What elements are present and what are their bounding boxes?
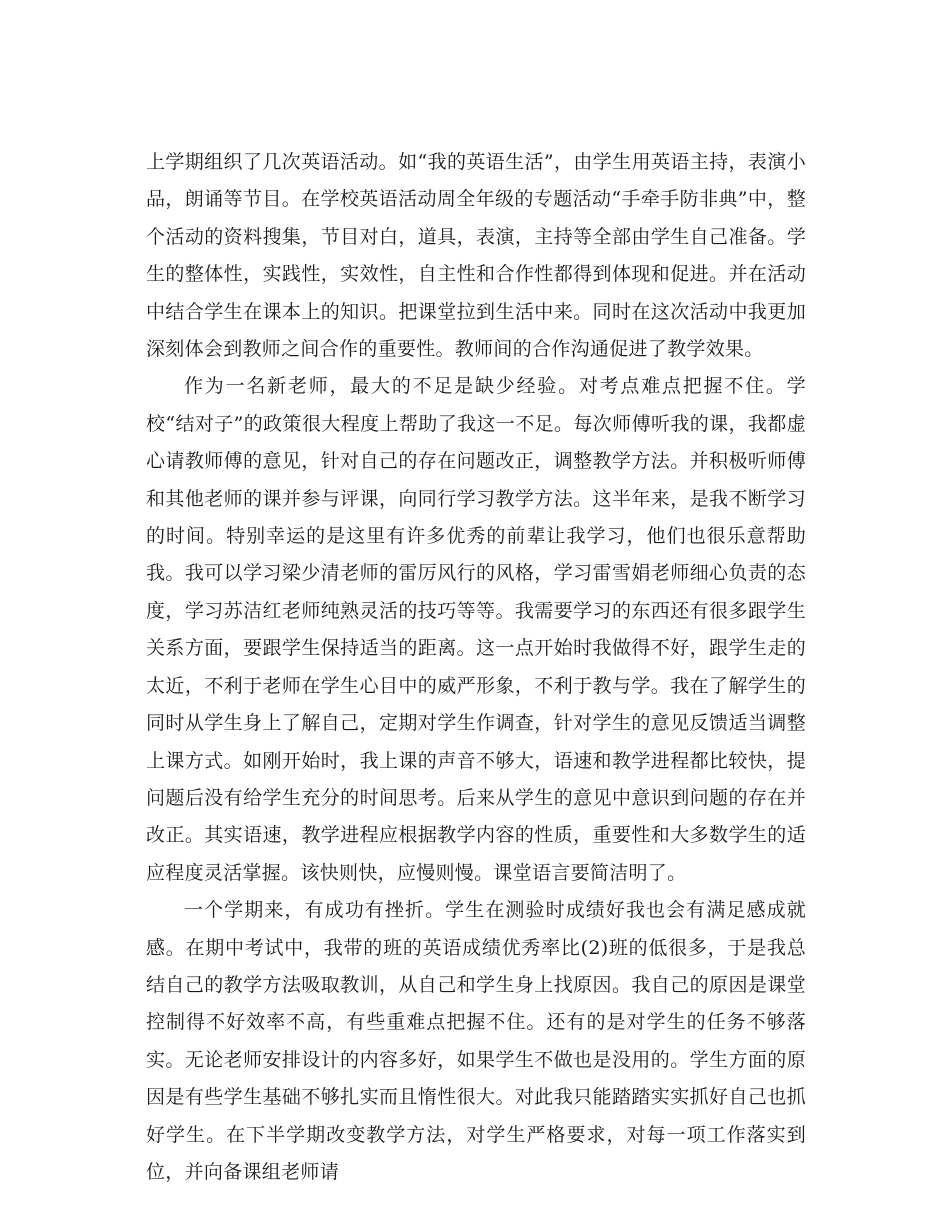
paragraph-semester-review: 一个学期来，有成功有挫折。学生在测验时成绩好我也会有满足感成就感。在期中考试中，我带的班的英语成绩优秀率比(2)班的低很多，于是我总结自己的教学方法吸取教训，从自己和学生身上找原因。我自己的原因是课堂控制得不好效率不高，有些重难点把握不住。还有的是对学生的任务不够落实。无论老师安排设计的内容多好，如果学生不做也是没用的。学生方面的原因是有些学生基础不够扎实而且惰性很大。对此我只能踏踏实实抓好自己也抓好学生。在下半学期改变教学方法，对学生严格要求，对每一项工作落实到位，并向备课组老师请 bbox=[146, 899, 806, 1183]
body-text bbox=[146, 144, 806, 1191]
paragraph-new-teacher: 作为一名新老师，最大的不足是缺少经验。对考点难点把握不住。学校“结对子”的政策很大程度上帮助了我这一不足。每次师傅听我的课，我都虚心请教师傅的意见，针对自己的存在问题改正，调整教学方法。并积极听师傅和其他老师的课并参与评课，向同行学习教学方法。这半年来，是我不断学习的时间。特别幸运的是这里有许多优秀的前辈让我学习，他们也很乐意帮助我。我可以学习梁少清老师的雷厉风行的风格，学习雷雪娟老师细心负责的态度，学习苏洁红老师纯熟灵活的技巧等等。我需要学习的东西还有很多跟学生关系方面，要跟学生保持适当的距离。这一点开始时我做得不好，跟学生走的太近，不利于老师在学生心目中的威严形象，不利于教与学。我在了解学生的同时从学生身上了解自己，定期对学生作调查，针对学生的意见反馈适当调整上课方式。如刚开始时，我上课的声音不够大，语速和教学进程都比较快，提问题后没有给学生充分的时间思考。后来从学生的意见中意识到问题的存在并改正。其实语速，教学进程应根据教学内容的性质，重要性和大多数学生的适应程度灵活掌握。该快则快，应慢则慢。课堂语言要简洁明了。 bbox=[146, 375, 806, 884]
paragraph-activities: 上学期组织了几次英语活动。如“我的英语生活”，由学生用英语主持，表演小品，朗诵等节目。在学校英语活动周全年级的专题活动“手牵手防非典”中，整个活动的资料搜集，节目对白，道具，表演，主持等全部由学生自己准备。学生的整体性，实践性，实效性，自主性和合作性都得到体现和促进。并在活动中结合学生在课本上的知识。把课堂拉到生活中来。同时在这次活动中我更加深刻体会到教师之间合作的重要性。教师间的合作沟通促进了教学效果。 bbox=[146, 151, 806, 361]
